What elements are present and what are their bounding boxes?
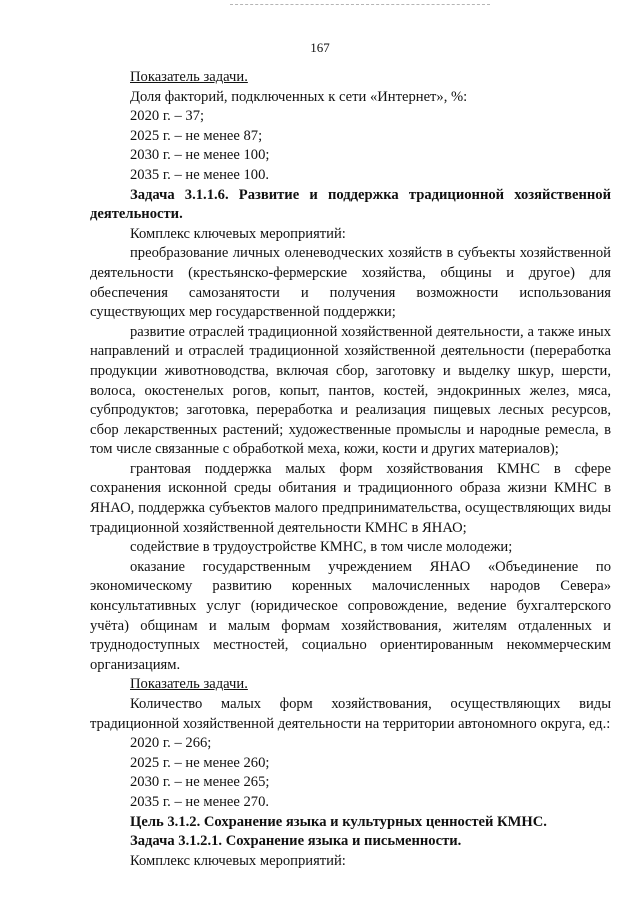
goal-heading: Цель 3.1.2. Сохранение языка и культурных ценностей КМНС. — [130, 813, 547, 830]
page-body — [90, 68, 611, 871]
measure-paragraph: оказание государственным учреждением ЯНАО «Объединение по экономическому развитию коренных малочисленных народов Севера» консультативных услуг (юридическое сопровождение, ведение бухгалтерского учёта) общинам и малым формам хозяйствования, жителям отдаленных и труднодоступных местностей, социально ориентированным некоммерческим организациям. — [90, 558, 611, 673]
indicator-heading: Показатель задачи. — [130, 676, 248, 693]
measures-heading: Комплекс ключевых мероприятий: — [130, 852, 346, 869]
indicator-heading: Показатель задачи. — [130, 69, 248, 85]
indicator-value: 2035 г. – не менее 270. — [130, 793, 270, 810]
task-heading: Задача 3.1.2.1. Сохранение языка и письменности. — [130, 833, 462, 850]
indicator-value: 2020 г. – 37; — [130, 108, 205, 125]
measures-heading: Комплекс ключевых мероприятий: — [130, 225, 346, 242]
measure-paragraph: развитие отраслей традиционной хозяйственной деятельности, а также иных направлений и отраслей традиционной хозяйственной деятельности (переработка продукции животноводства, включая сбор, заготовку и выделку шкур, шерсти, волоса, окостенелых рогов, копыт, пантов, костей, эндокринных желез, мяса, субпродуктов; заготовка, переработка и реализация пищевых лесных ресурсов, сбор лекарственных растений; художественные промыслы и народные ремесла, в том числе связанные с обработкой меха, кожи, кости и других материалов); — [90, 323, 611, 458]
measure-paragraph: грантовая поддержка малых форм хозяйствования КМНС в сфере сохранения исконной среды обитания и традиционного образа жизни КМНС в ЯНАО, поддержка субъектов малого предпринимательства, осуществляющих виды традиционной хозяйственной деятельности КМНС в ЯНАО; — [90, 460, 611, 536]
indicator-value: 2025 г. – не менее 87; — [130, 127, 263, 144]
measure-paragraph: содействие в трудоустройстве КМНС, в том числе молодежи; — [130, 539, 513, 556]
page-top-rule — [230, 4, 490, 5]
page-number: 167 — [310, 40, 330, 55]
indicator-value: 2030 г. – не менее 100; — [130, 147, 270, 164]
indicator-value: 2020 г. – 266; — [130, 735, 212, 752]
indicator-value: 2030 г. – не менее 265; — [130, 774, 270, 791]
indicator-text: Доля факторий, подключенных к сети «Интернет», %: — [130, 88, 468, 105]
task-heading: Задача 3.1.1.6. Развитие и поддержка традиционной хозяйственной деятельности. — [90, 186, 611, 223]
indicator-value: 2025 г. – не менее 260; — [130, 754, 270, 771]
indicator-text: Количество малых форм хозяйствования, осуществляющих виды традиционной хозяйственной деятельности на территории автономного округа, ед.: — [90, 696, 611, 732]
indicator-value: 2035 г. – не менее 100. — [130, 166, 270, 183]
measure-paragraph: преобразование личных оленеводческих хозяйств в субъекты хозяйственной деятельности (крестьянско-фермерские хозяйства, общины и другое) для обеспечения самозанятости и получения возможности использования существующих мер государственной поддержки; — [90, 245, 611, 321]
